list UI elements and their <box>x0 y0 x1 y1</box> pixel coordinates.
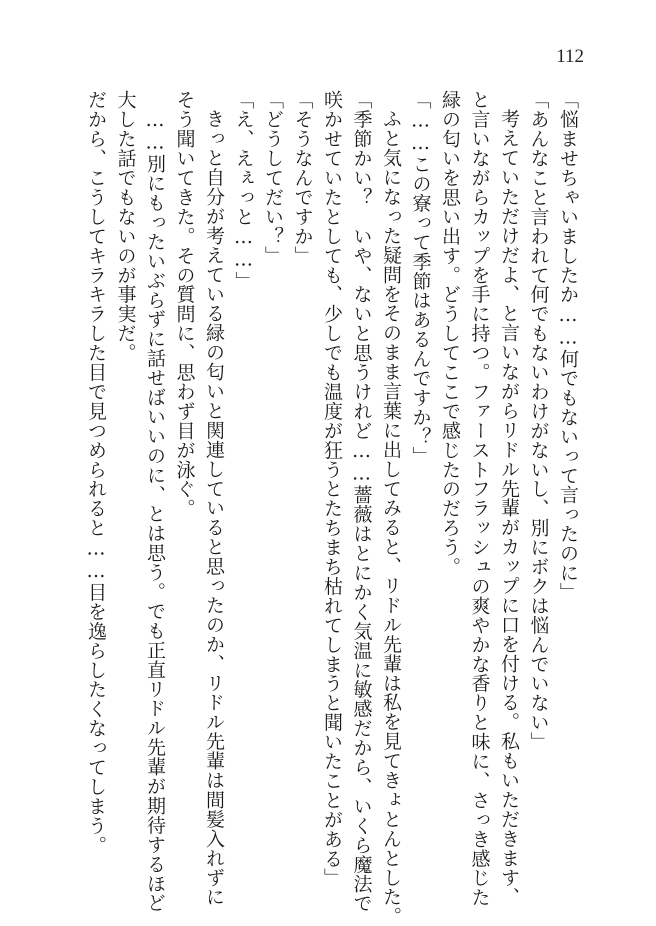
body-text <box>81 90 583 926</box>
text-line: ……別にもったいぶらずに話せばいいのに、とは思う。でも正直リドル先輩が期待するほど <box>144 109 166 913</box>
text-line: ふと気になった疑問をそのまま言葉に出してみると、リドル先輩は私を見てきょとんとした。 <box>380 109 402 926</box>
text-line: 「え、えぇっと……」 <box>232 90 255 291</box>
text-line: きっと自分が考えている緑の匂いと関連していると思ったのか、リドル先輩は間髪入れずに <box>203 109 225 907</box>
text-line: 「悩ませちゃいましたか……何でもないって言ったのに」 <box>557 90 579 602</box>
text-line: 「そうなんですか」 <box>291 90 314 266</box>
text-line: 「あんなこと言われて何でもないわけがないし、別にボクは悩んでいない」 <box>527 90 550 752</box>
text-line: 緑の匂いを思い出す。どうしてここで感じたのだろう。 <box>439 90 461 577</box>
text-line: 考えていただけだよ、と言いながらリドル先輩がカップに口を付ける。私もいただきます、 <box>498 109 520 907</box>
text-line: 「……この寮って季節はあるんですか？」 <box>409 90 432 466</box>
text-line: 大した話でもないのが事実だ。 <box>114 90 137 363</box>
text-line: 咲かせていたとしても、少しでも温度が狂うとたちまち枯れてしまうと聞いたことがある」 <box>321 90 343 888</box>
text-line: だから、こうしてキラキラした目で見つめられると……目を逸らしたくなってしまう。 <box>85 90 107 855</box>
text-line: そう聞いてきた。その質問に、思わず目が泳ぐ。 <box>173 90 196 518</box>
text-line: 「どうしてだい？」 <box>262 90 284 266</box>
text-line: と言いながらカップを手に持つ。ファーストフラッシュの爽やかな香りと味に、さっき感じた <box>468 90 491 907</box>
page-number: 112 <box>556 46 584 67</box>
text-line: 「季節かい？ いや、ないと思うけれど……薔薇はとにかく気温に敏感だから、いくら魔法で <box>350 90 373 913</box>
